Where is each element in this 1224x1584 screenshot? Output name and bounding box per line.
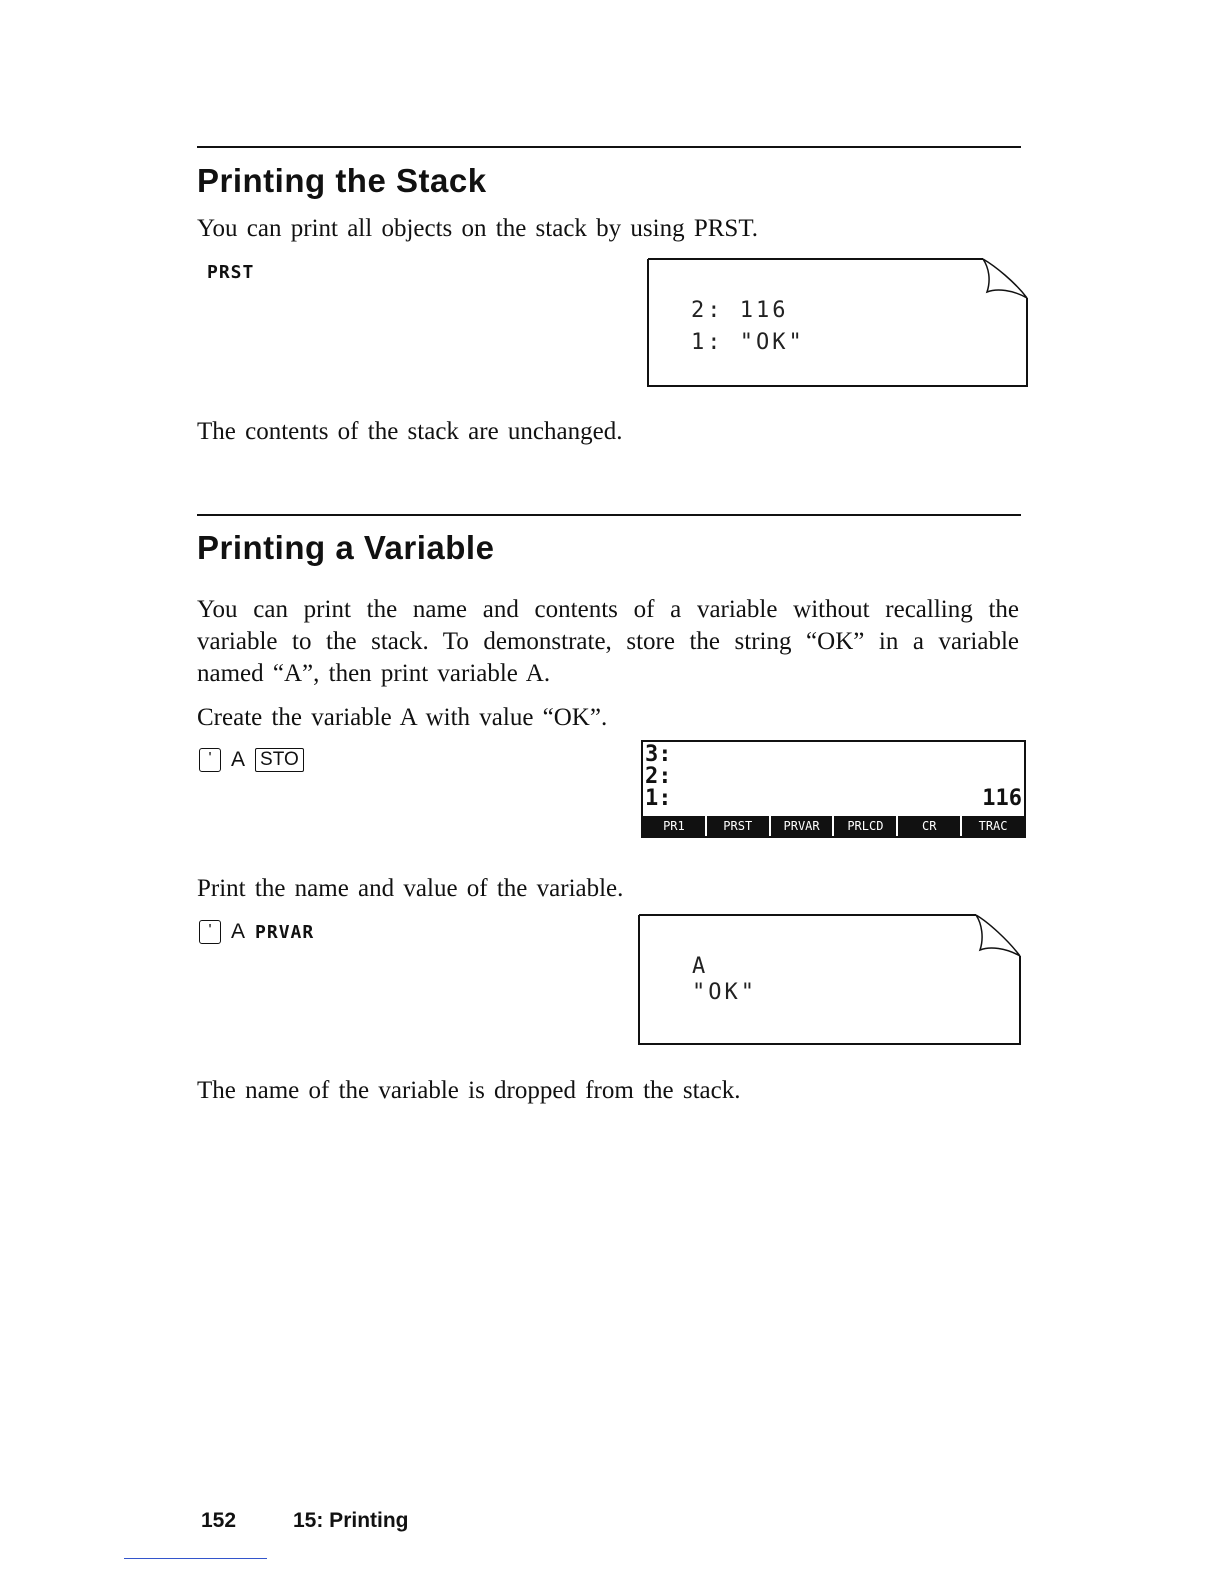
prvar-keystrokes	[199, 920, 314, 944]
printout-stack	[647, 258, 1029, 388]
printout-line-1: 2: 116	[691, 298, 789, 323]
prvar-command: PRVAR	[255, 921, 315, 943]
printout-variable-name: A	[692, 954, 709, 979]
stack-level-1: 1:	[645, 786, 672, 811]
menu-key-cr[interactable]: CR	[898, 816, 962, 836]
section-rule-top	[197, 146, 1021, 148]
chapter-title: 15: Printing	[293, 1509, 409, 1532]
section-rule-middle	[197, 514, 1021, 516]
menu-key-prlcd[interactable]: PRLCD	[834, 816, 898, 836]
footer-link-underline	[124, 1558, 267, 1559]
stack-intro-text: You can print all objects on the stack by using PRST.	[197, 215, 758, 242]
variable-dropped-text: The name of the variable is dropped from the stack.	[197, 1077, 741, 1104]
menu-bar	[643, 816, 1024, 836]
heading-printing-the-stack: Printing the Stack	[197, 162, 487, 199]
menu-key-pr1[interactable]: PR1	[643, 816, 707, 836]
printout-variable	[638, 914, 1022, 1046]
quote-key-2: '	[199, 920, 221, 944]
menu-key-prvar[interactable]: PRVAR	[771, 816, 835, 836]
page-number: 152	[201, 1509, 237, 1532]
heading-printing-a-variable: Printing a Variable	[197, 529, 495, 566]
calculator-display	[641, 740, 1026, 838]
print-name-value-text: Print the name and value of the variable.	[197, 875, 624, 902]
stack-level-3: 3:	[645, 742, 672, 767]
menu-key-trac[interactable]: TRAC	[978, 819, 1008, 833]
printout-line-2: 1: "OK"	[691, 330, 805, 355]
letter-a-key: A	[231, 748, 246, 771]
printout-variable-value: "OK"	[692, 980, 757, 1005]
paper-curl-icon	[647, 258, 1029, 388]
create-variable-text: Create the variable A with value “OK”.	[197, 704, 608, 731]
variable-intro-text: You can print the name and contents of a variable without recalling the variable to the stack. To demonstrate, store the string “OK” in a variable named “A”, then print variable A.	[197, 596, 1019, 687]
store-keystrokes	[199, 748, 304, 772]
stack-level-1-value: 116	[982, 786, 1022, 811]
stack-unchanged-text: The contents of the stack are unchanged.	[197, 418, 623, 445]
menu-key-prst[interactable]: PRST	[707, 816, 771, 836]
quote-key: '	[199, 748, 221, 772]
stack-level-2: 2:	[645, 764, 672, 789]
sto-key: STO	[255, 748, 304, 772]
letter-a-key-2: A	[231, 920, 246, 943]
prst-keystroke: PRST	[207, 262, 255, 283]
